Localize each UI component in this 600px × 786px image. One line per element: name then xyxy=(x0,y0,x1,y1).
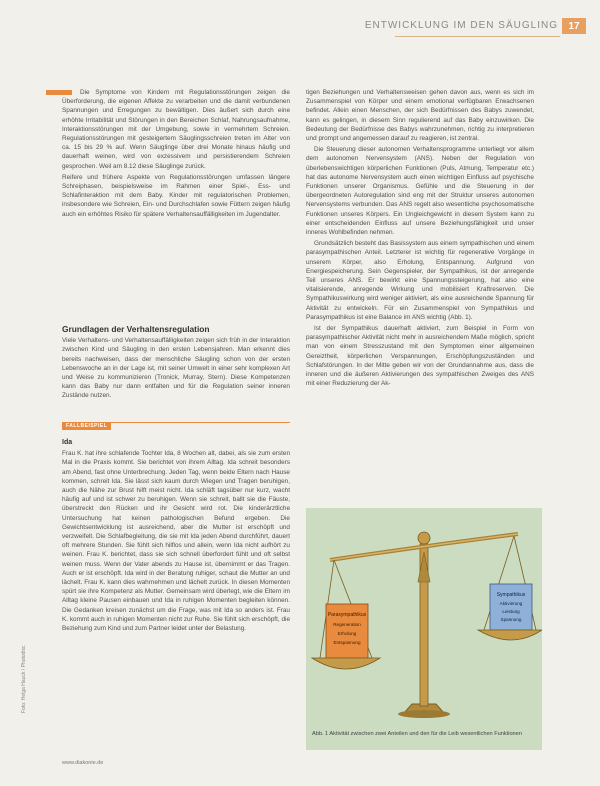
right-plate-line-3: Leistung xyxy=(502,609,520,614)
left-plate-line-4: Entspannung xyxy=(333,640,361,645)
header-divider xyxy=(395,36,560,37)
left-plate-line-2: Regeneration xyxy=(333,622,361,627)
case-study-tag: FALLBEISPIEL xyxy=(62,422,111,430)
right-plate-line-1: Sympathikus xyxy=(496,592,526,598)
balance-scale-illustration xyxy=(306,508,542,728)
case-name: Ida xyxy=(62,439,73,446)
right-scale-pan xyxy=(478,630,542,640)
right-column-text xyxy=(306,88,534,391)
section-paragraph: Viele Verhaltens- und Verhaltensauffälligkeiten zeigen sich früh in der Interaktion zwischen Kind und Säugling in den ersten Lebensjahren. Man erkennt dies bereits nachweisen, dass der menschliche Säugling schon von der ersten Lebenswoche an in der Lage ist, mit seiner Umwelt in einer sehr komplexen Art und Weise zu kommunizieren (Tronick, Murray, Stern). Diese Kompetenzen kann das Baby nur dann entfalten und für die Regulation seiner inneren Zustände nutzen. xyxy=(62,337,290,400)
left-column-intro xyxy=(62,88,290,221)
intro-paragraph-1: Die Symptome von Kindern mit Regulationsstörungen zeigen die Überforderung, die eigenen Affekte zu verarbeiten und die damit verbundenen Spannungen und Erregungen zu bewältigen. Dies äußert sich durch eine erhöhte Irritabilität und Störungen in den Bereichen Schlaf, Nahrungsaufnahme, Interaktionsstörungen mit der Umgebung, sowie in vermehrtem Schreien. Regulationsstörungen mit gesteigertem Säuglingsschreien treten im Alter von ca. 15 bis 29 % auf. Wenn Säuglinge über drei Monate hinaus häufig und dauerhaft weinen, wird von exzessivem und persistierendem Schreien gesprochen. Weil am 8.12 diese Säuglinge zurück. xyxy=(62,89,290,170)
balance-scale-figure xyxy=(306,508,542,728)
photo-credit-text: Foto: Helga Hauck / Photodisc xyxy=(21,645,27,713)
left-scale-pan xyxy=(312,658,380,669)
scale-foot xyxy=(398,710,450,718)
right-paragraph-1: tigen Beziehungen und Verhaltensweisen gehen davon aus, wenn es sich im Zusammenspiel von Körper und einem emotional verfügbaren Erwachsenen befindet. Allein einen Menschen, der sich Bedürfnissen des Babys zuwendet, kann es gelingen, in diesem Sinn regulierend auf das Baby einzuwirken. Die Bedeutung der Bedürfnisse des Babys wahrzunehmen, richtig zu interpretieren und prompt und angemessen darauf zu reagieren, ist zentral. xyxy=(306,89,534,143)
case-study-body xyxy=(62,438,290,635)
scale-top-knob xyxy=(418,532,430,544)
right-paragraph-3: Grundsätzlich besteht das Basissystem aus einem sympathischen und einem parasympathischen Anteil. Letzterer ist wichtig für regenerative Vorgänge in unserem Körper, also Erholung, Entspannung. Aufgrund von Energiespeicherung. Sein Gegenspieler, der Sympathikus, ist der anregende Teil unseres ANS. Er bewirkt eine Spannungssteigerung, hat also eine vitalisierende, anregende Wirkung und mobilisiert Kraftreserven. Die Sympathikuswirkung wird weniger aktiviert, als eine ausreichende Spannung für Aktivität zu entwickeln. Für ein Zusammenspiel von Sympathikus und Parasympathikus ist eine Balance im ANS wichtig (Abb. 1). xyxy=(306,240,534,321)
intro-paragraph-2: Reifere und frühere Aspekte von Regulationsstörungen umfassen längere Schreiphasen, beispielsweise im Rahmen einer Spiel-, Ess- und Schlafinteraktion mit dem Baby. Kinder mit regulatorischen Problemen, insbesondere wie Schreien, Ein- und Durchschlafen sowie Füttern zeigen häufig auch ein erhöhtes Risiko für spätere Verhaltensauffälligkeiten im Jugendalter. xyxy=(62,173,290,218)
right-plate-line-2: Aktivierung xyxy=(499,601,523,606)
right-paragraph-4: Ist der Sympathikus dauerhaft aktiviert, zum Beispiel in Form von parasympathischer Aktivität nicht mehr in ausreichendem Maße möglich, spricht man von einem Stresszustand mit den Symptomen einer allgemeinen Gereiztheit, körperlichen Verspannungen, Erschöpfungszuständen und Schlafstörungen. In der Mitte geben wir von der Grundannahme aus, dass die inneren und die äußeren Aktivierungen des sympathischen Zweiges des ANS mit einer Reduzierung der Ak- xyxy=(306,325,534,388)
left-plate-line-1: Parasympathikus xyxy=(327,612,367,618)
running-header-title: ENTWICKLUNG IM DEN SÄUGLING xyxy=(364,20,558,31)
left-column-section xyxy=(62,325,290,403)
right-paragraph-2: Die Steuerung dieser autonomen Verhaltensprogramme unterliegt vor allem dem autonomen Nervensystem (ANS). Neben der Regulation von überlebenswichtigen körperlichen Funktionen (Puls, Atmung, Temperatur etc.) hat das autonome Nervensystem auch einen wichtigen Einfluss auf psychische Funktionen unserer Organismus. Gefühle und die Steuerung in der übergeordneten Autoregulation sind eng mit der Struktur unseres autonomen Nervensystems verbunden. Das ANS regelt also wesentliche psychosomatische Funktionen unseres Körpers. Ein Ungleichgewicht in diesem System kann zu einer entscheidenden Einfluss auf unsere Beziehungsfähigkeit und unser inneres Wohlbefinden nehmen. xyxy=(306,146,534,237)
running-header xyxy=(364,18,600,36)
case-paragraph: Frau K. hat ihre schlafende Tochter Ida, 8 Wochen alt, dabei, als sie zum ersten Mal in die Praxis kommt. Sie berichtet von ihrem Alltag. Ida schreit besonders am Abend, fast ohne Unterbrechung. Jeden Tag, wenn beide Eltern nach Hause kommen, schreit Ida. Sie lässt sich kaum durch Wiegen und Tragen beruhigen, auch die Nähe zur Brust hilft meist nicht. Ida schläft tagsüber nur kurz, wacht häufig auf und ist schwer zu beruhigen. Wenn sie schreit, ballt sie die Fäuste, überstreckt den Rücken und ihr Gesicht wird rot. Die kinderärztliche Untersuchung hat keinen pathologischen Befund ergeben. Die Gewichtsentwicklung ist ausreichend, aber die Mutter ist erschöpft und verzweifelt. Die Schlafbegleitung, die sie mit Ida jeden Abend durchführt, dauert oft mehrere Stunden. Sie fühlt sich hilflos und allein, wenn Ida nicht aufhört zu weinen. Frau K. berichtet, dass sie sich schnell überfordert fühlt und oft selbst weinen muss. Wenn der Vater abends zu Hause ist, übernimmt er das Tragen. Auch er ist erschöpft. Ida wird in der Beratung ruhiger, schaut die Mutter an und lächelt. Frau K. kann dies wahrnehmen und lächelt zurück. In diesen Momenten spürt sie ihre Kompetenz als Mutter. Gemeinsam wird überlegt, wie die Eltern im Alltag kleine Pausen einbauen und Ida in ruhigen Momenten begleiten können. Die Gedanken kreisen zunächst um die Frage, was mit Ida so anders ist. Frau K. kommt auch in ruhigen Momenten nicht zur Ruhe. Sie fühlt sich erschöpft, die Beziehung zum Kind und zum Partner leidet unter der Belastung. xyxy=(62,450,290,633)
page-footer: www.diakonie.de xyxy=(62,760,104,766)
section-heading: Grundlagen der Verhaltensregulation xyxy=(62,324,210,334)
sympathetic-weight xyxy=(490,584,532,630)
case-study-bar xyxy=(62,422,290,432)
left-plate-line-3: Erholung xyxy=(337,631,357,636)
photo-credit xyxy=(14,560,27,720)
right-plate-line-4: Spannung xyxy=(500,617,522,622)
page-number: 17 xyxy=(562,18,586,34)
figure-caption: Abb. 1 Aktivität zwischen zwei Anteilen und den für die Leib wesentlichen Funktionen xyxy=(306,728,542,750)
